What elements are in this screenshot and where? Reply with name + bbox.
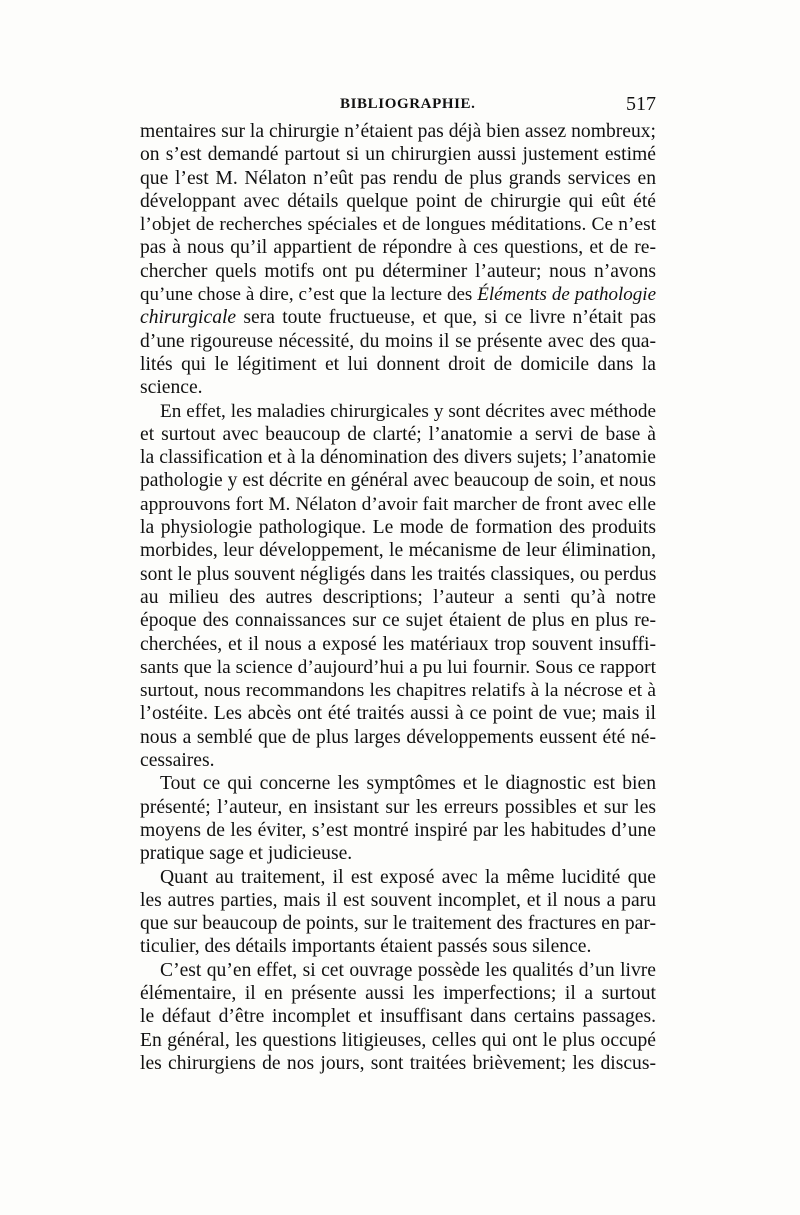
text-line: nous a semblé que de plus larges développements eussent été né- [140,726,656,748]
paragraph-4 [140,866,656,959]
running-head: BIBLIOGRAPHIE. [340,96,476,112]
text-line: C’est qu’en effet, si cet ouvrage possède les qualités d’un livre [160,959,656,981]
text-line: Tout ce qui concerne les symptômes et le diagnostic est bien [160,773,656,795]
text-line: En effet, les maladies chirurgicales y sont décrites avec méthode [160,400,656,422]
text-line [140,306,656,329]
text-line: lités qui le légitiment et lui donnent droit de domicile dans la [140,353,656,375]
text-line: sont le plus souvent négligés dans les traités classiques, ou perdus [140,563,656,585]
paragraph-2 [140,400,656,773]
text-line: que l’est M. Nélaton n’eût pas rendu de plus grands services en [140,167,656,189]
text-line: la physiologie pathologique. Le mode de formation des produits [140,517,656,539]
book-title-italic: chirurgicale [140,307,237,329]
paragraph-1 [140,120,656,400]
text-line: pratique sage et judicieuse. [140,843,353,865]
text-line [140,283,656,306]
text-run: qu’une chose à dire, c’est que la lecture des [140,284,478,306]
text-line: mentaires sur la chirurgie n’étaient pas déjà bien assez nombreux; [140,121,656,142]
text-line: époque des connaissances sur ce sujet étaient de plus en plus re- [140,610,656,632]
text-line: moyens de les éviter, s’est montré inspiré par les habitudes d’une [140,819,656,841]
text-line: que sur beaucoup de points, sur le traitement des fractures en par- [140,913,656,935]
text-line: au milieu des autres descriptions; l’auteur a senti qu’à notre [140,586,656,608]
body-text [140,120,656,1075]
text-line: cessaires. [140,750,215,772]
text-line: ticulier, des détails importants étaient passés sous silence. [140,936,592,958]
page-number: 517 [626,93,656,115]
text-line: pathologie y est décrite en général avec beaucoup de soin, et nous [140,470,656,492]
text-line: pas à nous qu’il appartient de répondre à ces questions, et de re- [140,237,656,259]
text-line: élémentaire, il en présente aussi les imperfections; il a surtout [140,982,656,1004]
text-line: morbides, leur développement, le mécanisme de leur élimination, [140,540,656,562]
text-line: les chirurgiens de nos jours, sont traitées brièvement; les discus- [140,1052,656,1074]
text-line: surtout, nous recommandons les chapitres relatifs à la nécrose et à [140,680,656,702]
page-header [140,93,656,119]
text-line: Quant au traitement, il est exposé avec la même lucidité que [160,866,656,888]
text-line: l’ostéite. Les abcès ont été traités aussi à ce point de vue; mais il [140,703,656,725]
text-line: présenté; l’auteur, en insistant sur les erreurs possibles et sur les [140,796,656,818]
text-line: d’une rigoureuse nécessité, du moins il se présente avec des qua- [140,330,656,352]
text-line: on s’est demandé partout si un chirurgien aussi justement estimé [140,144,656,166]
text-line: le défaut d’être incomplet et insuffisant dans certains passages. [140,1006,656,1028]
text-line: et surtout avec beaucoup de clarté; l’anatomie a servi de base à [140,423,656,445]
text-line: science. [140,377,203,399]
text-line: développant avec détails quelque point de chirurgie qui eût été [140,190,656,212]
paragraph-3 [140,772,656,865]
text-run: sera toute fructueuse, et que, si ce livre n’était pas [236,307,656,329]
text-line: sants que la science d’aujourd’hui a pu lui fournir. Sous ce rapport [140,656,656,678]
text-line: chercher quels motifs ont pu déterminer l’auteur; nous n’avons [140,260,656,282]
text-line: approuvons fort M. Nélaton d’avoir fait marcher de front avec elle [140,493,656,515]
text-line: cherchées, et il nous a exposé les matériaux trop souvent insuffi- [140,633,656,655]
text-line: la classification et à la dénomination des divers sujets; l’anatomie [140,447,656,469]
text-line: les autres parties, mais il est souvent incomplet, et il nous a paru [140,889,656,911]
text-line: En général, les questions litigieuses, celles qui ont le plus occupé [140,1029,656,1051]
paragraph-5 [140,959,656,1075]
text-line: l’objet de recherches spéciales et de longues méditations. Ce n’est [140,214,656,236]
book-title-italic: Éléments de pathologie [477,284,656,306]
